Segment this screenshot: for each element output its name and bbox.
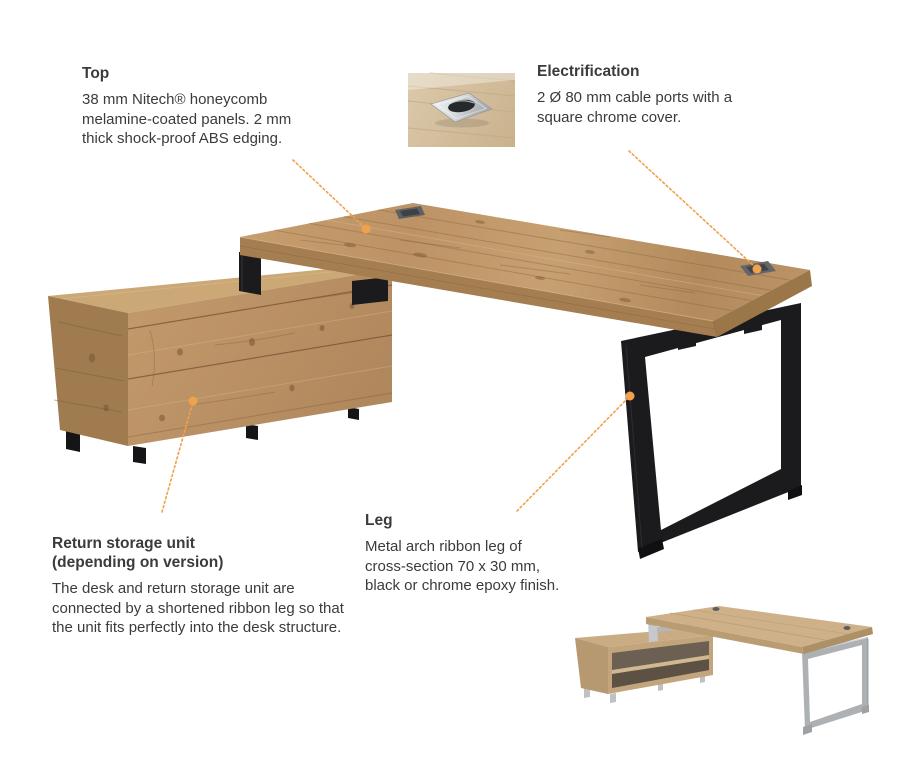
annotation-body: Metal arch ribbon leg of cross-section 70 x 30 mm, black or chrome epoxy finish.	[365, 538, 560, 594]
main-desk-illustration	[48, 203, 812, 559]
annotation-body: 2 Ø 80 mm cable ports with a square chrome cover.	[537, 89, 733, 126]
leg-foot	[803, 724, 812, 735]
unit-end-face	[48, 296, 128, 446]
variant-arch-leg-chrome	[802, 637, 869, 735]
annotation-body: 38 mm Nitech® honeycomb melamine-coated panels. 2 mm thick shock-proof ABS edging.	[82, 91, 292, 147]
variant-shelf-unit	[575, 627, 713, 703]
leader-leg	[517, 392, 635, 512]
annotation-return-storage	[52, 534, 348, 638]
cable-port-graphic	[844, 626, 851, 630]
cable-port-graphic	[713, 607, 720, 611]
annotation-title-line2: (depending on version)	[52, 554, 224, 571]
unit-foot	[610, 693, 616, 703]
annotation-leg	[365, 511, 561, 596]
annotation-electrification	[537, 62, 769, 127]
unit-foot	[246, 424, 258, 440]
annotation-title: Leg	[365, 512, 393, 529]
annotation-title: Top	[82, 65, 110, 82]
unit-end-face	[575, 638, 608, 694]
annotation-title: Electrification	[537, 63, 640, 80]
arch-ribbon-leg-graphic	[621, 303, 802, 559]
return-storage-unit-graphic	[48, 262, 400, 464]
annotation-body: The desk and return storage unit are connected by a shortened ribbon leg so that the unit fits perfectly into the desk structure.	[52, 580, 344, 636]
connector-bracket	[352, 277, 388, 305]
cable-port-photo	[408, 73, 515, 147]
annotation-title: Return storage unit	[52, 535, 195, 552]
variant-desk-illustration	[575, 606, 873, 735]
unit-foot	[133, 446, 146, 464]
annotation-top	[82, 64, 307, 149]
